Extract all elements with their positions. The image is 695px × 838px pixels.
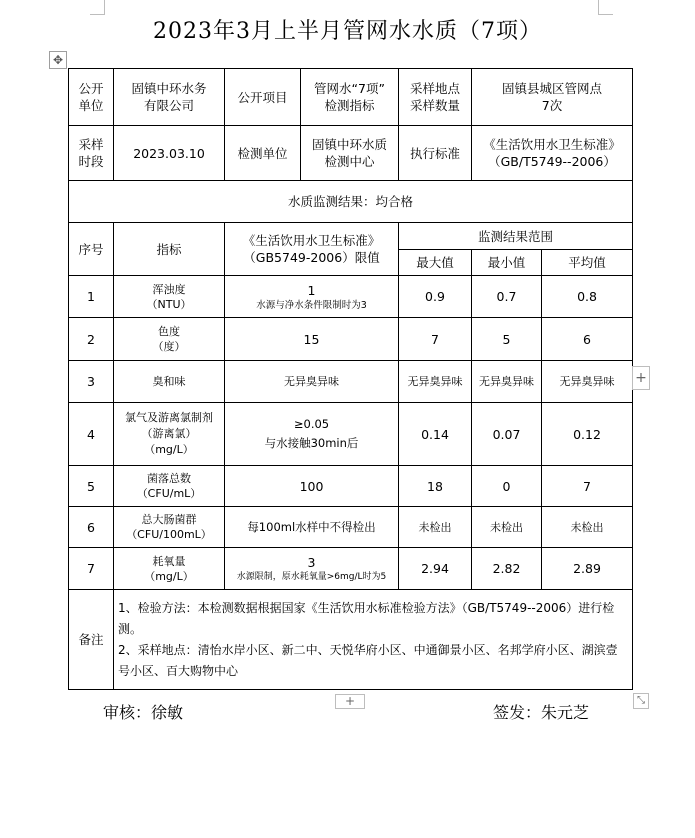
row-min: 未检出 bbox=[472, 507, 542, 548]
row-max: 未检出 bbox=[399, 507, 472, 548]
row-indicator: 色度 （度） bbox=[114, 318, 225, 361]
header-row bbox=[69, 223, 633, 250]
info-cell: 采样地点 采样数量 bbox=[399, 69, 472, 126]
info-cell: 公开 单位 bbox=[69, 69, 114, 126]
row-avg: 6 bbox=[542, 318, 633, 361]
header-index: 序号 bbox=[69, 223, 114, 276]
row-indicator: 耗氧量 （mg/L） bbox=[114, 548, 225, 590]
info-cell: 执行标准 bbox=[399, 126, 472, 181]
info-cell: 固镇中环水务 有限公司 bbox=[114, 69, 225, 126]
row-avg: 7 bbox=[542, 466, 633, 507]
document-title: 2023年3月上半月管网水水质（7项） bbox=[153, 19, 542, 44]
remarks-content bbox=[114, 590, 633, 690]
row-limit: 100 bbox=[225, 466, 399, 507]
limit-value: 1 bbox=[307, 282, 316, 298]
row-max: 0.14 bbox=[399, 403, 472, 466]
info-cell: 采样 时段 bbox=[69, 126, 114, 181]
issuer-signature: 签发：朱元芝 bbox=[493, 703, 590, 722]
row-max: 0.9 bbox=[399, 276, 472, 318]
table-resize-icon[interactable]: ⤡ bbox=[633, 693, 649, 709]
table-row bbox=[69, 276, 633, 318]
table-row bbox=[69, 466, 633, 507]
header-indicator: 指标 bbox=[114, 223, 225, 276]
remark-line: 2、采样地点：清怡水岸小区、新二中、天悦华府小区、中通御景小区、名邦学府小区、湖滨壹号小区、百大购物中心 bbox=[118, 642, 618, 678]
row-index: 3 bbox=[69, 361, 114, 403]
row-index: 6 bbox=[69, 507, 114, 548]
limit-note: 水源与净水条件限制时为3 bbox=[256, 299, 367, 311]
info-row bbox=[69, 126, 633, 181]
info-cell: 管网水“7项” 检测指标 bbox=[301, 69, 399, 126]
row-max: 无异臭异味 bbox=[399, 361, 472, 403]
remarks-row bbox=[69, 590, 633, 690]
info-cell: 2023.03.10 bbox=[114, 126, 225, 181]
header-max: 最大值 bbox=[399, 250, 472, 276]
row-limit: 15 bbox=[225, 318, 399, 361]
page-corner-mark-left bbox=[90, 0, 105, 15]
summary-row bbox=[69, 181, 633, 223]
row-min: 无异臭异味 bbox=[472, 361, 542, 403]
row-indicator: 菌落总数 （CFU/mL） bbox=[114, 466, 225, 507]
table-row bbox=[69, 361, 633, 403]
row-max: 18 bbox=[399, 466, 472, 507]
row-min: 5 bbox=[472, 318, 542, 361]
row-indicator: 氯气及游离氯制剂 （游离氯） （mg/L） bbox=[114, 403, 225, 466]
limit-value: 3 bbox=[307, 554, 316, 570]
row-min: 0 bbox=[472, 466, 542, 507]
info-cell: 检测单位 bbox=[225, 126, 301, 181]
row-min: 0.07 bbox=[472, 403, 542, 466]
row-min: 0.7 bbox=[472, 276, 542, 318]
water-quality-table bbox=[68, 68, 633, 690]
row-max: 2.94 bbox=[399, 548, 472, 590]
row-limit: ≥0.05 与水接触30min后 bbox=[225, 403, 399, 466]
table-move-handle-icon[interactable]: ✥ bbox=[49, 51, 67, 69]
row-indicator: 浑浊度 （NTU） bbox=[114, 276, 225, 318]
row-max: 7 bbox=[399, 318, 472, 361]
remarks-label: 备注 bbox=[69, 590, 114, 690]
row-limit: 每100ml水样中不得检出 bbox=[225, 507, 399, 548]
row-avg: 未检出 bbox=[542, 507, 633, 548]
header-avg: 平均值 bbox=[542, 250, 633, 276]
info-cell: 固镇中环水质 检测中心 bbox=[301, 126, 399, 181]
result-summary: 水质监测结果：均合格 bbox=[69, 181, 633, 223]
table-row bbox=[69, 548, 633, 590]
limit-note: 水源限制，原水耗氧量>6mg/L时为5 bbox=[236, 571, 387, 582]
info-cell: 《生活饮用水卫生标准》 （GB/T5749--2006） bbox=[472, 126, 633, 181]
info-cell: 固镇县城区管网点 7次 bbox=[472, 69, 633, 126]
row-index: 4 bbox=[69, 403, 114, 466]
row-index: 7 bbox=[69, 548, 114, 590]
header-min: 最小值 bbox=[472, 250, 542, 276]
row-min: 2.82 bbox=[472, 548, 542, 590]
row-index: 1 bbox=[69, 276, 114, 318]
row-indicator: 臭和味 bbox=[114, 361, 225, 403]
table-row bbox=[69, 507, 633, 548]
row-index: 5 bbox=[69, 466, 114, 507]
row-index: 2 bbox=[69, 318, 114, 361]
row-avg: 无异臭异味 bbox=[542, 361, 633, 403]
row-indicator: 总大肠菌群 （CFU/100mL） bbox=[114, 507, 225, 548]
row-avg: 0.8 bbox=[542, 276, 633, 318]
page-corner-mark-right bbox=[598, 0, 613, 15]
add-column-plus-icon[interactable]: + bbox=[632, 366, 650, 390]
reviewer-signature: 审核：徐敏 bbox=[103, 703, 184, 722]
row-avg: 2.89 bbox=[542, 548, 633, 590]
row-limit bbox=[225, 276, 399, 318]
row-limit: 无异臭异味 bbox=[225, 361, 399, 403]
header-standard: 《生活饮用水卫生标准》 （GB5749-2006）限值 bbox=[225, 223, 399, 276]
remark-line: 1、检验方法：本检测数据根据国家《生活饮用水标准检验方法》（GB/T5749--2006）进行检测。 bbox=[118, 600, 615, 636]
table-row bbox=[69, 318, 633, 361]
header-range: 监测结果范围 bbox=[399, 223, 633, 250]
info-cell: 公开项目 bbox=[225, 69, 301, 126]
row-avg: 0.12 bbox=[542, 403, 633, 466]
add-row-plus-icon[interactable]: + bbox=[335, 694, 365, 709]
table-row bbox=[69, 403, 633, 466]
row-limit bbox=[225, 548, 399, 590]
info-row bbox=[69, 69, 633, 126]
